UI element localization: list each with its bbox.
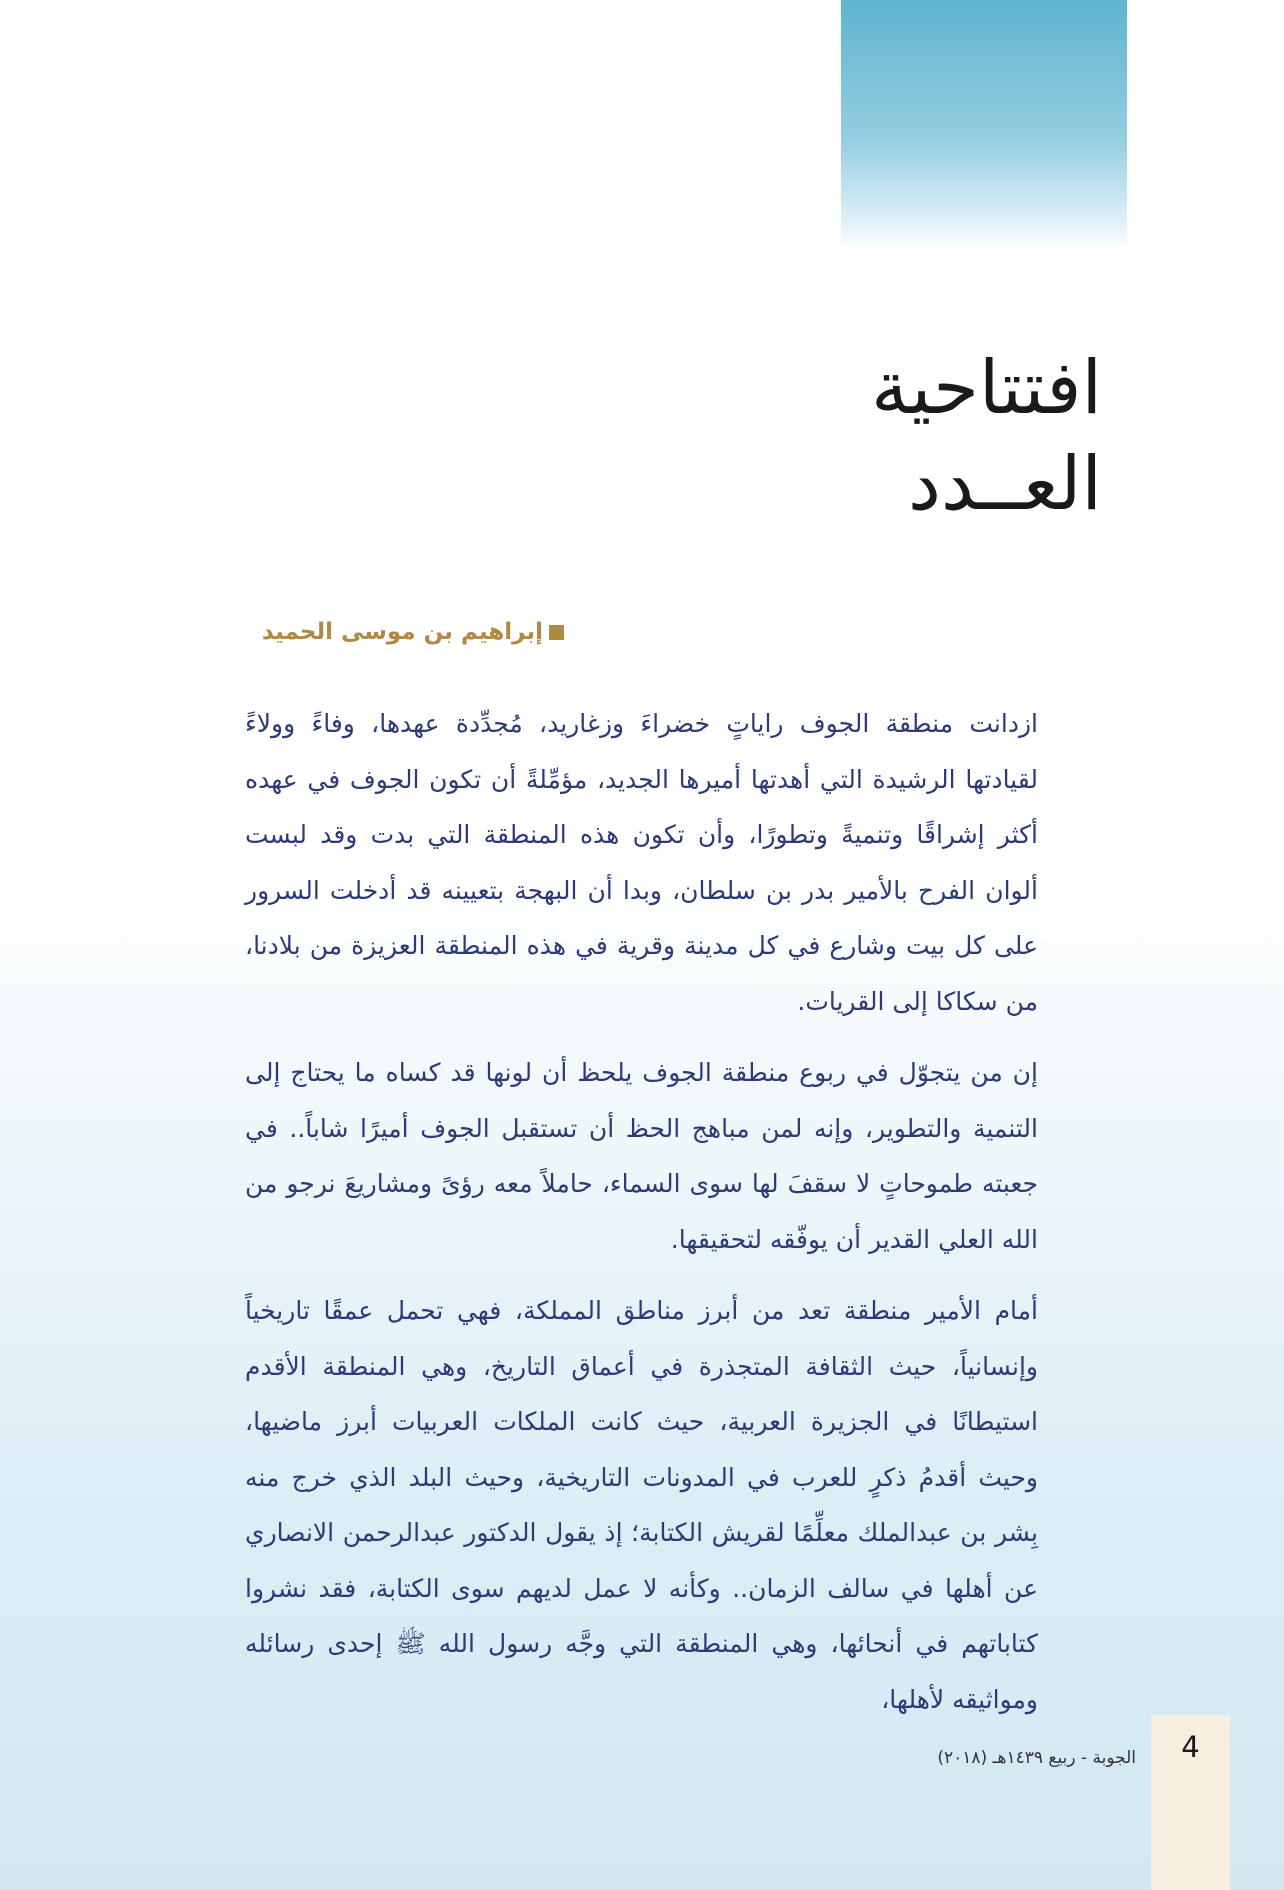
- title-line-1: افتتاحية: [871, 345, 1102, 431]
- paragraph-3: أمام الأمير منطقة تعد من أبرز مناطق المملكة، فهي تحمل عمقًا تاريخياً وإنسانياً، حيث الثقافة المتجذرة في أعماق التاريخ، وهي المنطقة الأقدم استيطانًا في الجزيرة العربية، حيث كانت الملكات العربيات أبرز ماضيها، وحيث أقدمُ ذكرٍ للعرب في المدونات التاريخية، وحيث البلد الذي خرج منه بِشر بن عبدالملك معلِّمًا لقريش الكتابة؛ إذ يقول الدكتور عبدالرحمن الانصاري عن أهلها في سالف الزمان.. وكأنه لا عمل لديهم سوى الكتابة، فقد نشروا كتاباتهم في أنحائها، وهي المنطقة التي وجَّه رسول الله ﷺ إحدى رسائله ومواثيقه لأهلها،: [245, 1296, 1038, 1714]
- title-line-2: العــدد: [908, 441, 1102, 527]
- issue-footer: الجوبة - ربيع ١٤٣٩هـ (٢٠١٨): [937, 1748, 1136, 1768]
- article-body: [245, 696, 1038, 1714]
- page-title: [682, 340, 1102, 532]
- decorative-header-block: [841, 0, 1127, 250]
- square-bullet-icon: [549, 625, 564, 640]
- author-byline: [114, 619, 564, 645]
- paragraph-1: ازدانت منطقة الجوف راياتٍ خضراءَ وزغاريد، مُجدِّدة عهدها، وفاءً وولاءً لقيادتها الرشيدة التي أهدتها أميرها الجديد، مؤمِّلةً أن تكون الجوف في عهده أكثر إشراقًا وتنميةً وتطورًا، وأن تكون هذه المنطقة التي بدت وقد لبست ألوان الفرح بالأمير بدر بن سلطان، وبدا أن البهجة بتعيينه قد أدخلت السرور على كل بيت وشارع في كل مدينة وقرية في هذه المنطقة العزيزة من بلادنا، من سكاكا إلى القريات.: [245, 709, 1038, 1016]
- author-name: إبراهيم بن موسى الحميد: [261, 619, 543, 645]
- page-number: 4: [1181, 1730, 1200, 1764]
- paragraph-2: إن من يتجوّل في ربوع منطقة الجوف يلحظ أن لونها قد كساه ما يحتاج إلى التنمية والتطوير، وإنه لمن مباهج الحظ أن تستقبل الجوف أميرًا شاباً.. في جعبته طموحاتٍ لا سقفَ لها سوى السماء، حاملاً معه رؤىً ومشاريعَ نرجو من الله العلي القدير أن يوفّقه لتحقيقها.: [245, 1058, 1038, 1254]
